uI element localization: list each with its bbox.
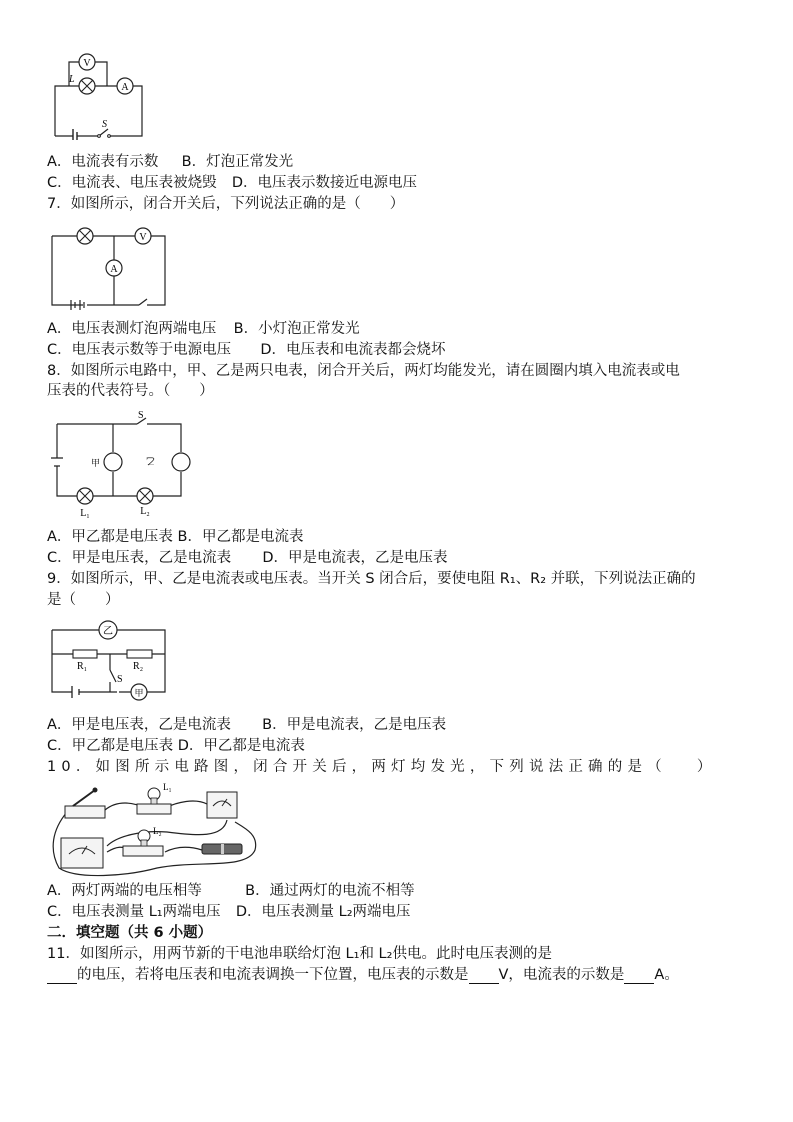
q11-part-a: 的电压，若将电压表和电流表调换一下位置，电压表的示数是: [77, 967, 469, 983]
q6-option-d[interactable]: D．电压表示数接近电源电压: [231, 175, 418, 191]
q11-unit-a: A。: [654, 967, 679, 983]
q9-switch-label: S: [117, 674, 123, 685]
q7-stem: 7．如图所示，闭合开关后，下列说法正确的是（ ）: [47, 196, 405, 212]
q8-meter-yi-label: 乙: [145, 456, 155, 466]
q9-resistor-r2-icon: [127, 650, 152, 658]
q6-option-c[interactable]: C．电流表、电压表被烧毁: [47, 175, 217, 191]
q10-switch-icon: [65, 788, 105, 819]
q6-voltmeter-label: V: [83, 58, 91, 69]
q9-option-d[interactable]: D．甲乙都是电流表: [177, 738, 305, 754]
q10-voltmeter-icon: [207, 792, 237, 818]
q10-ammeter-icon: [61, 838, 103, 868]
q6-ammeter-label: A: [121, 82, 129, 93]
q9-switch-icon: [110, 670, 116, 692]
q9-meter-jia-label: 甲: [134, 688, 144, 698]
q9-meter-yi-label: 乙: [103, 626, 113, 637]
q10-real-circuit-picture: [47, 780, 262, 880]
q6-circuit-diagram: [47, 44, 157, 140]
q8-options-row1: [47, 528, 303, 546]
q7-option-c[interactable]: C．电压表示数等于电源电压: [47, 342, 232, 358]
q10-options-row2: [47, 903, 411, 921]
q8-lamp-l1-label: L₁: [80, 508, 90, 519]
q10-lamp-l1-label: L₁: [163, 782, 172, 792]
q7-switch-icon: [139, 299, 147, 305]
q9-resistor-r1-icon: [73, 650, 97, 658]
q9-stem-line1: 9．如图所示，甲、乙是电流表或电压表。当开关 S 闭合后，要使电阻 R₁、R₂ 并联，下列说法正确的: [47, 571, 696, 587]
q7-option-b[interactable]: B．小灯泡正常发光: [233, 321, 360, 337]
q6-switch-label: S: [102, 119, 107, 130]
q7-circuit-diagram: [47, 226, 172, 310]
q8-switch-label: S: [138, 410, 144, 421]
q6-battery-icon: [73, 129, 77, 140]
q8-options-row2: [47, 549, 448, 567]
q10-stem: [47, 758, 711, 776]
q11-line1: 11．如图所示，用两节新的干电池串联给灯泡 L₁和 L₂供电。此时电压表测的是: [47, 946, 552, 962]
q9-options-row1: [47, 716, 446, 734]
q7-options-row1: [47, 320, 360, 338]
q6-option-b[interactable]: B．灯泡正常发光: [181, 154, 294, 170]
q8-lamp-l2-label: L₂: [140, 506, 150, 517]
q8-meter-jia-icon: [104, 453, 122, 471]
q7-voltmeter-label: V: [139, 232, 147, 243]
q7-ammeter-label: A: [110, 264, 118, 275]
q7-option-d[interactable]: D．电压表和电流表都会烧坏: [260, 342, 446, 358]
q8-circuit-diagram: [47, 408, 192, 520]
q8-option-d[interactable]: D．甲是电流表，乙是电压表: [262, 550, 448, 566]
q7-option-a[interactable]: A．电压表测灯泡两端电压: [47, 321, 217, 337]
q10-option-b[interactable]: B．通过两灯的电流不相等: [245, 883, 415, 899]
q8-meter-jia-label: 甲: [90, 458, 100, 468]
q11-blank-2[interactable]: [469, 969, 499, 984]
q6-lamp-label: L: [69, 74, 75, 85]
q8-option-c[interactable]: C．甲是电压表，乙是电流表: [47, 550, 232, 566]
q9-circuit-diagram: [47, 616, 172, 702]
q9-option-b[interactable]: B．甲是电流表，乙是电压表: [262, 717, 447, 733]
q10-option-a[interactable]: A．两灯两端的电压相等: [47, 883, 202, 899]
q10-option-d[interactable]: D．电压表测量 L₂两端电压: [235, 904, 411, 920]
q6-option-a[interactable]: A．电流表有示数: [47, 154, 159, 170]
q6-options-row1: [47, 153, 293, 171]
q8-stem-line2: 压表的代表符号。（ ）: [47, 383, 214, 399]
q6-options-row2: [47, 174, 417, 192]
q9-option-a[interactable]: A．甲是电压表，乙是电流表: [47, 717, 231, 733]
section-fill-in-title: 二．填空题（共 6 小题）: [47, 925, 213, 941]
q9-options-row2: [47, 737, 305, 755]
q9-option-c[interactable]: C．甲乙都是电压表: [47, 738, 174, 754]
q8-option-b[interactable]: B．甲乙都是电流表: [177, 529, 304, 545]
q8-battery-icon: [51, 458, 63, 466]
q11-unit-v: V，电流表的示数是: [498, 967, 625, 983]
q9-battery-icon: [72, 686, 79, 698]
q11-line2: [47, 966, 679, 984]
q7-options-row2: [47, 341, 446, 359]
q10-lamp-l2-label: L₂: [153, 826, 162, 836]
q11-blank-3[interactable]: [624, 969, 654, 984]
q11-blank-1[interactable]: [47, 969, 77, 984]
q8-stem-line1: 8．如图所示电路中，甲、乙是两只电表，闭合开关后，两灯均能发光，请在圆圈内填入电流表或电: [47, 363, 680, 379]
q10-stem-left: 10．如图所示电路图，闭合开关后，两灯均发光，下列说法正确的是（: [47, 759, 667, 775]
q9-resistor-r1-label: R₁: [77, 661, 88, 672]
q8-option-a[interactable]: A．甲乙都是电压表: [47, 529, 173, 545]
q10-stem-right: ）: [696, 759, 712, 775]
q10-battery-icon: [202, 844, 242, 854]
q9-resistor-r2-label: R₂: [133, 661, 144, 672]
q10-options-row1: [47, 882, 415, 900]
q8-meter-yi-icon: [172, 453, 190, 471]
q10-option-c[interactable]: C．电压表测量 L₁两端电压: [47, 904, 221, 920]
q9-stem-line2: 是（ ）: [47, 592, 120, 608]
